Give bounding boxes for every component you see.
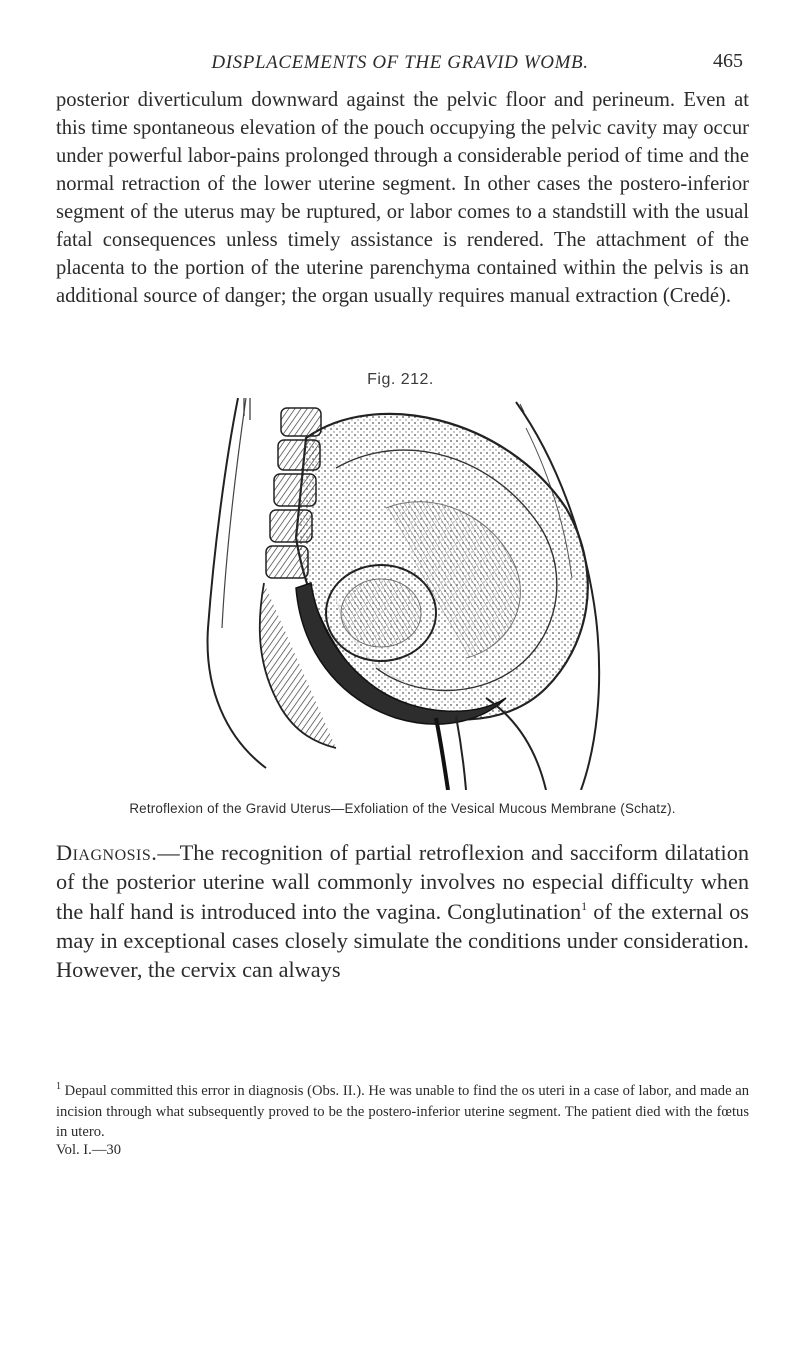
anatomical-illustration bbox=[186, 398, 616, 790]
footnote-marker: 1 bbox=[56, 1081, 61, 1092]
diagnosis-text-b: of the external os may in exceptional cases closely simulate the conditions under consideration. However, the cervix can always bbox=[56, 898, 749, 983]
body-paragraph: posterior diverticulum downward against the pelvic floor and perineum. Even at this time spontaneous elevation of the pouch occupying the pelvic cavity may occur under powerful labor-pains prolonged through a considerable period of time and the normal retraction of the lower uterine segment. In other cases the postero-inferior segment of the uterus may be ruptured, or labor comes to a standstill with the usual fatal consequences unless timely assistance is rendered. The attachment of the placenta to the portion of the uterine parenchyma contained within the pelvis is an additional source of danger; the organ usually requires manual extraction (Credé). bbox=[56, 89, 749, 307]
diagnosis-text-a: —The recognition of partial retroflexion and sacciform dilatation of the posterior uterine wall commonly involves no especial difficulty when the half hand is introduced into the vagina. Conglutination bbox=[56, 840, 749, 924]
signature-mark: Vol. I.—30 bbox=[56, 1142, 122, 1158]
figure-caption: Retroflexion of the Gravid Uterus—Exfoliation of the Vesical Mucous Membrane (Schatz). bbox=[129, 801, 676, 816]
figure-label: Fig. 212. bbox=[367, 371, 434, 388]
diagnosis-heading: Diagnosis. bbox=[56, 840, 158, 865]
footnote bbox=[56, 1081, 749, 1143]
footnote-reference: 1 bbox=[581, 898, 588, 913]
pelvic-section-drawing bbox=[186, 398, 616, 790]
page-number: 465 bbox=[713, 50, 743, 72]
running-title: DISPLACEMENTS OF THE GRAVID WOMB. bbox=[211, 52, 589, 73]
diagnosis-paragraph bbox=[56, 838, 749, 984]
footnote-text: Depaul committed this error in diagnosis (Obs. II.). He was unable to find the os uteri in a case of labor, and made an incision through what subsequently proved to be the postero-inferior uterine segment. The patient died with the fœtus in utero. bbox=[56, 1083, 749, 1140]
